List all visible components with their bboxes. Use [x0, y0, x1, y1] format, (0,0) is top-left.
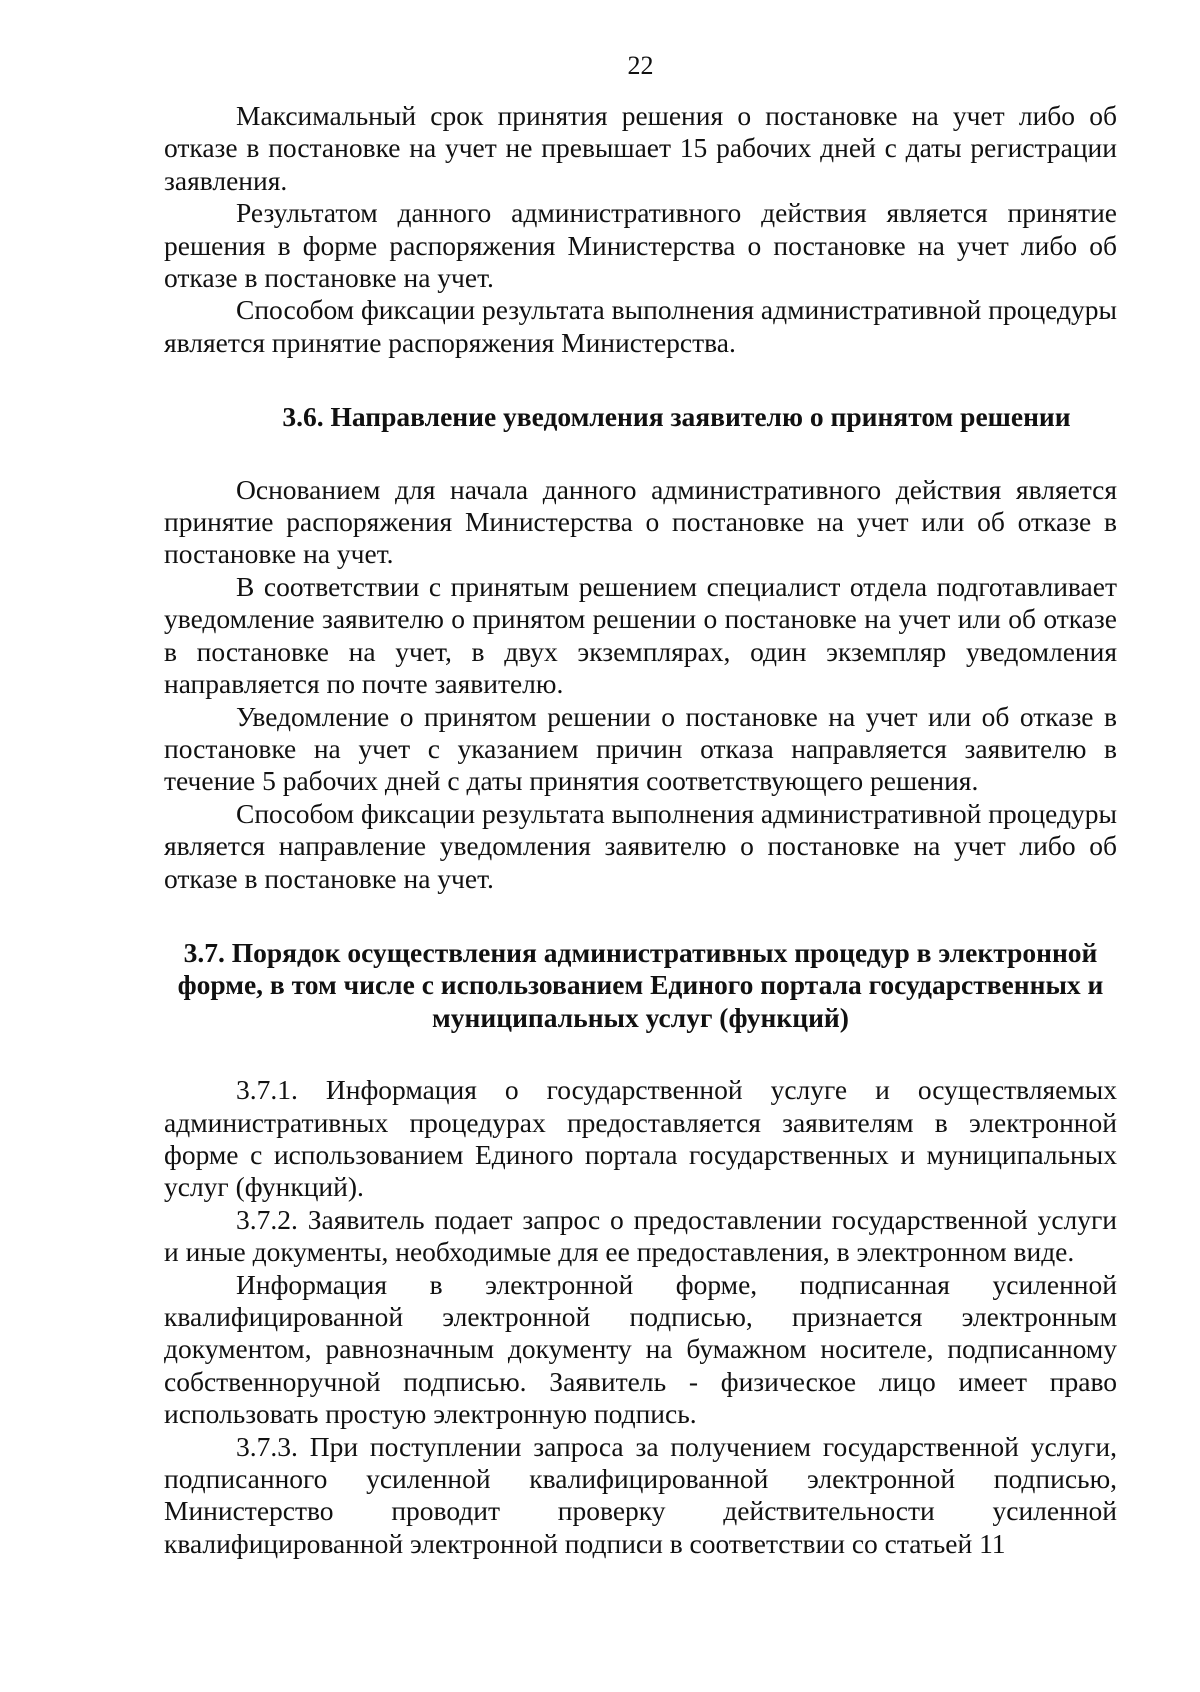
paragraph-3-7-2: 3.7.2. Заявитель подает запрос о предоставлении государственной услуги и иные документы, необходимые для ее предоставления, в электронном виде.	[164, 1203, 1117, 1268]
section-heading-3-7: 3.7. Порядок осуществления административных процедур в электронной форме, в том числе с использованием Единого портала государственных и муниципальных услуг (функций)	[177, 936, 1104, 1033]
paragraph-3-7-1: 3.7.1. Информация о государственной услуге и осуществляемых административных процедурах предоставляется заявителям в электронной форме с использованием Единого портала государственных и муниципальных услуг (функций).	[164, 1074, 1117, 1203]
paragraph-action-result: Результатом данного административного действия является принятие решения в форме распоряжения Министерства о постановке на учет либо об отказе в постановке на учет.	[164, 197, 1117, 294]
paragraph-3-7-3: 3.7.3. При поступлении запроса за получением государственной услуги, подписанного усиленной квалифицированной электронной подписью, Министерство проводит проверку действительности усиленной квалифицированной электронной подписи в соответствии со статьей 11	[164, 1430, 1117, 1559]
paragraph-fixation-method: Способом фиксации результата выполнения административной процедуры является принятие распоряжения Министерства.	[164, 294, 1117, 358]
paragraph-notification-preparation: В соответствии с принятым решением специалист отдела подготавливает уведомление заявителю о принятом решении о постановке на учет или об отказе в постановке на учет, в двух экземплярах, один экземпляр уведомления направляется по почте заявителю.	[164, 570, 1117, 700]
paragraph-electronic-signature: Информация в электронной форме, подписанная усиленной квалифицированной электронной подписью, признается электронным документом, равнозначным документу на бумажном носителе, подписанному собственноручной подписью. Заявитель - физическое лицо имеет право использовать простую электронную подпись.	[164, 1268, 1117, 1430]
section-heading-3-6: 3.6. Направление уведомления заявителю о принятом решении	[282, 401, 1071, 433]
paragraph-basis-for-action: Основанием для начала данного административного действия является принятие распоряжения Министерства о постановке на учет или об отказе в постановке на учет.	[164, 473, 1117, 570]
paragraph-notification-term: Уведомление о принятом решении о постановке на учет или об отказе в постановке на учет с указанием причин отказа направляется заявителю в течение 5 рабочих дней с даты принятия соответствующего решения.	[164, 700, 1117, 797]
page-number: 22	[627, 51, 654, 80]
paragraph-max-decision-term: Максимальный срок принятия решения о постановке на учет либо об отказе в постановке на учет не превышает 15 рабочих дней с даты регистрации заявления.	[164, 100, 1117, 196]
paragraph-notification-fixation: Способом фиксации результата выполнения административной процедуры является направление уведомления заявителю о постановке на учет либо об отказе в постановке на учет.	[164, 797, 1117, 894]
document-page	[164, 46, 1117, 1560]
